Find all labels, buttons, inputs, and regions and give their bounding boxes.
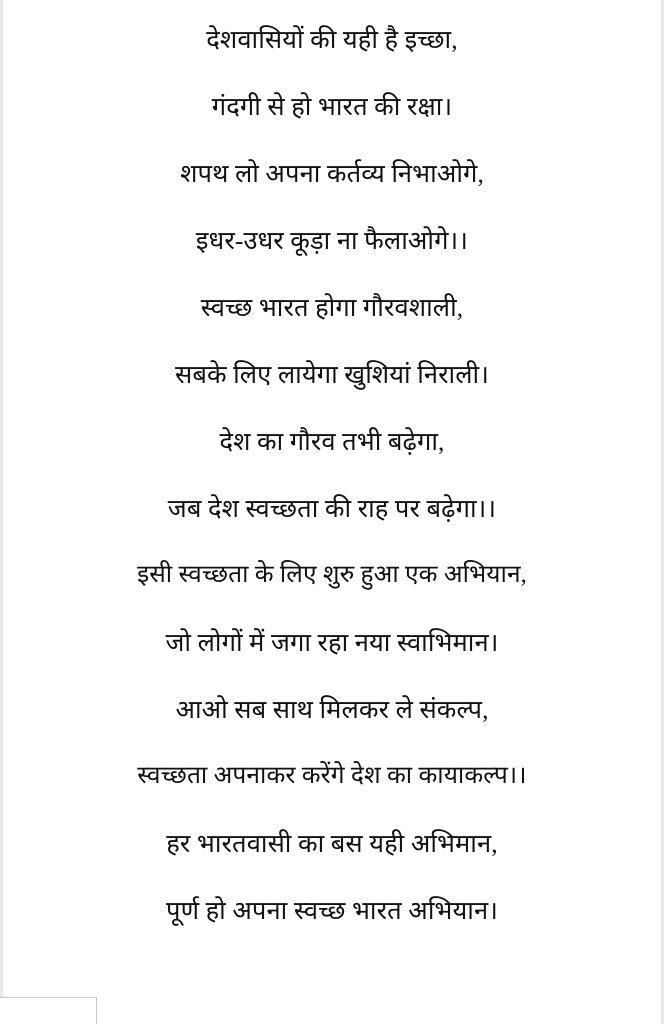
poem-line: देश का गौरव तभी बढ़ेगा, (219, 426, 445, 456)
poem-line: सबके लिए लायेगा खुशियां निराली। (175, 359, 489, 389)
poem-line: गंदगी से हो भारत की रक्षा। (211, 91, 453, 121)
poem-line: स्वच्छ भारत होगा गौरवशाली, (200, 292, 464, 322)
poem-line: जो लोगों में जगा रहा नया स्वाभिमान। (165, 627, 499, 657)
page-curl-corner (0, 997, 97, 1024)
poem-line: स्वच्छता अपनाकर करेंगे देश का कायाकल्प।। (137, 762, 527, 790)
poem-line: देशवासियों की यही है इच्छा, (206, 24, 458, 54)
poem-line: पूर्ण हो अपना स्वच्छ भारत अभियान। (166, 895, 498, 925)
poem-line: इसी स्वच्छता के लिए शुरु हुआ एक अभियान, (137, 561, 527, 589)
poem-line: जब देश स्वच्छता की राह पर बढ़ेगा।। (167, 493, 497, 523)
poem-line: शपथ लो अपना कर्तव्य निभाओगे, (180, 158, 484, 188)
poem-line: आओ सब साथ मिलकर ले संकल्प, (175, 694, 489, 724)
poem-line: इधर-उधर कूड़ा ना फैलाओगे।। (195, 225, 469, 255)
poem-line: हर भारतवासी का बस यही अभिमान, (166, 828, 498, 858)
